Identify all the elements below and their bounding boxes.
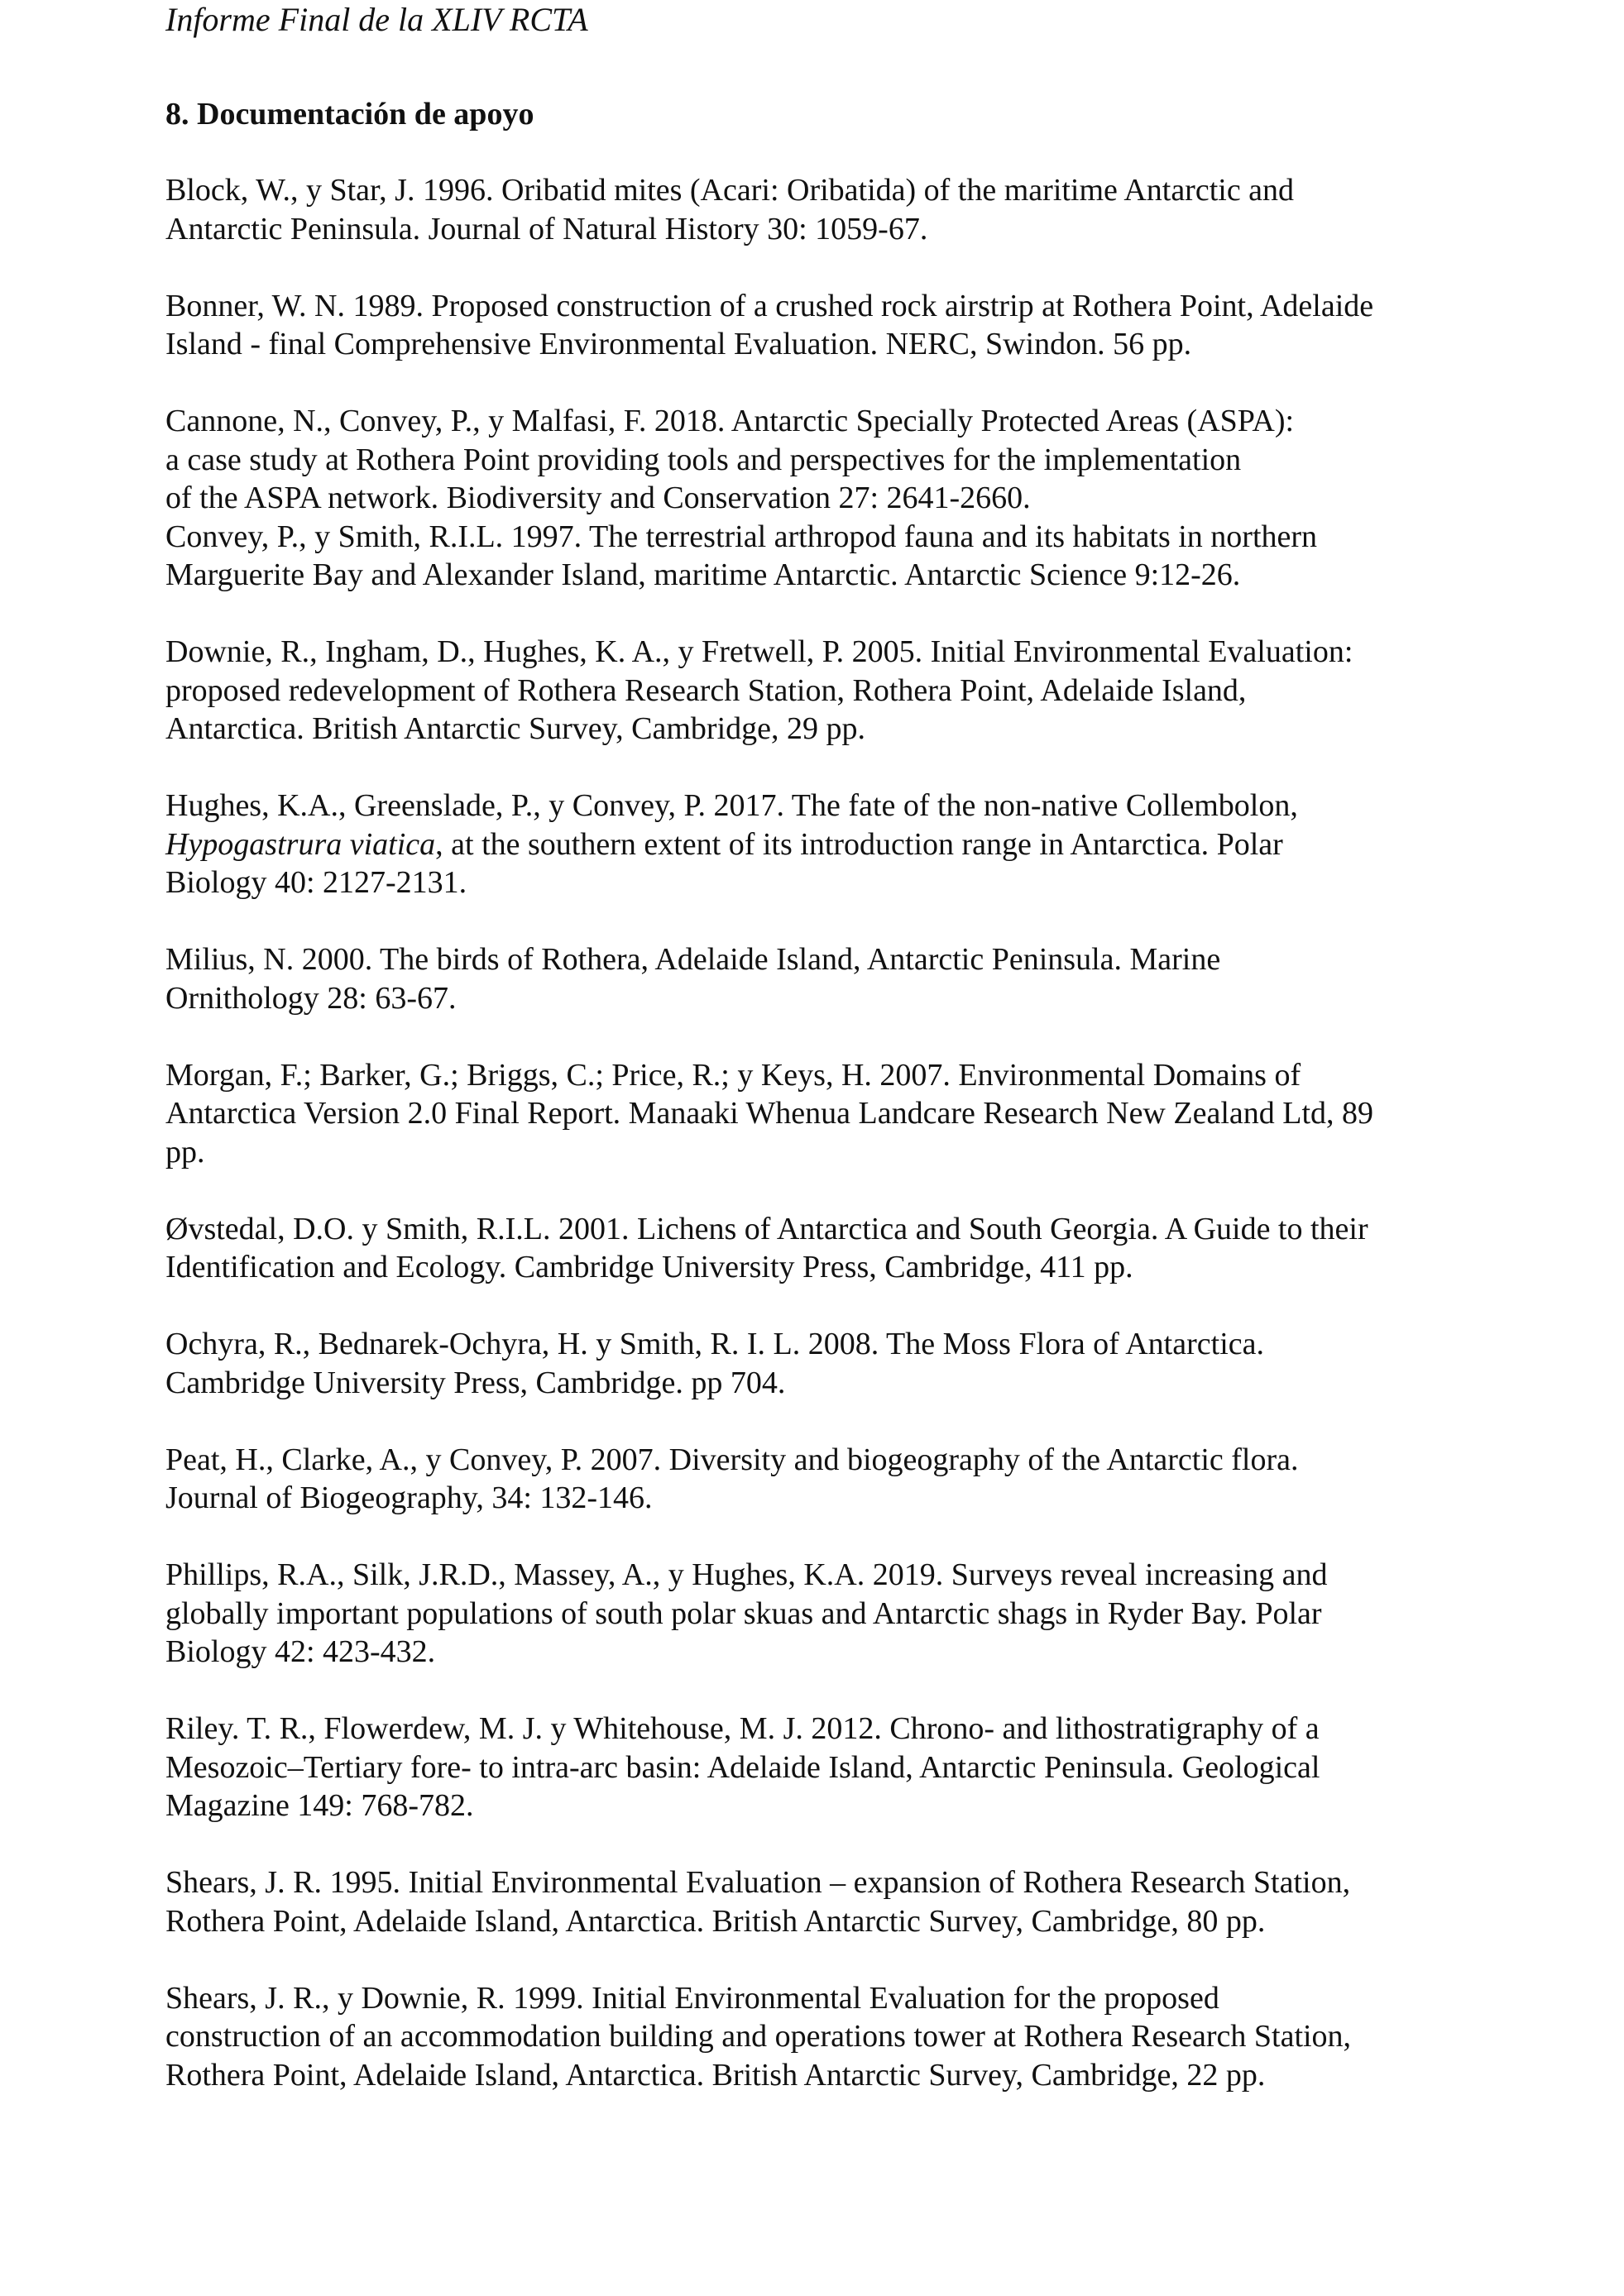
reference-line: globally important populations of south polar skuas and Antarctic shags in Ryder Bay. Polar (165, 1595, 1322, 1631)
reference-line: Island - final Comprehensive Environmental Evaluation. NERC, Swindon. 56 pp. (165, 327, 1192, 361)
reference-line: Shears, J. R. 1995. Initial Environmental Evaluation – expansion of Rothera Research Station, (165, 1865, 1351, 1900)
reference-line: Morgan, F.; Barker, G.; Briggs, C.; Price, R.; y Keys, H. 2007. Environmental Domains of (165, 1057, 1301, 1093)
reference-line: Antarctic Peninsula. Journal of Natural History 30: 1059-67. (165, 211, 928, 246)
reference-ovstedal-2001 (165, 1210, 1489, 1287)
reference-line: Bonner, W. N. 1989. Proposed construction of a crushed rock airstrip at Rothera Point, Adelaide (165, 288, 1374, 323)
reference-line: Mesozoic–Tertiary fore- to intra-arc basin: Adelaide Island, Antarctic Peninsula. Geological (165, 1749, 1320, 1785)
reference-line-rest: , at the southern extent of its introduction range in Antarctica. Polar (435, 826, 1283, 862)
reference-cannone-2018 (165, 402, 1489, 518)
reference-shears-1995 (165, 1863, 1489, 1940)
reference-milius-2000 (165, 940, 1489, 1017)
reference-line: of the ASPA network. Biodiversity and Conservation 27: 2641-2660. (165, 481, 1031, 515)
reference-line: Block, W., y Star, J. 1996. Oribatid mites (Acari: Oribatida) of the maritime Antarctic and (165, 173, 1295, 208)
reference-ochyra-2008 (165, 1325, 1489, 1402)
reference-line: Ornithology 28: 63-67. (165, 980, 457, 1016)
reference-bonner-1989 (165, 287, 1489, 364)
reference-line: Rothera Point, Adelaide Island, Antarctica. British Antarctic Survey, Cambridge, 22 pp. (165, 2057, 1266, 2093)
reference-morgan-2007 (165, 1056, 1489, 1172)
reference-line: pp. (165, 1134, 205, 1170)
species-name-italic: Hypogastrura viatica (165, 826, 436, 862)
reference-hughes-2017 (165, 787, 1489, 902)
reference-convey-1997 (165, 518, 1489, 595)
reference-block-1996 (165, 171, 1489, 248)
reference-line: Marguerite Bay and Alexander Island, maritime Antarctic. Antarctic Science 9:12-26. (165, 557, 1241, 592)
reference-peat-2007 (165, 1441, 1489, 1518)
reference-line: Journal of Biogeography, 34: 132-146. (165, 1480, 653, 1515)
reference-line: Shears, J. R., y Downie, R. 1999. Initial Environmental Evaluation for the proposed (165, 1980, 1219, 2016)
reference-phillips-2019 (165, 1556, 1489, 1672)
reference-line: Antarctica Version 2.0 Final Report. Manaaki Whenua Landcare Research New Zealand Ltd, 89 (165, 1096, 1374, 1131)
reference-downie-2005 (165, 633, 1489, 749)
reference-line: Phillips, R.A., Silk, J.R.D., Massey, A., y Hughes, K.A. 2019. Surveys reveal increasing and (165, 1557, 1328, 1592)
reference-line: Milius, N. 2000. The birds of Rothera, Adelaide Island, Antarctic Peninsula. Marine (165, 942, 1221, 977)
reference-line: Riley. T. R., Flowerdew, M. J. y Whitehouse, M. J. 2012. Chrono- and lithostratigraphy of a (165, 1711, 1320, 1746)
reference-line: Biology 42: 423-432. (165, 1634, 436, 1669)
reference-line: Cambridge University Press, Cambridge. pp 704. (165, 1365, 786, 1400)
reference-line (165, 825, 1489, 864)
reference-list (165, 171, 1489, 2133)
reference-line: Antarctica. British Antarctic Survey, Cambridge, 29 pp. (165, 711, 866, 746)
reference-line: Hughes, K.A., Greenslade, P., y Convey, P. 2017. The fate of the non-native Collembolon, (165, 788, 1298, 823)
reference-line: Øvstedal, D.O. y Smith, R.I.L. 2001. Lichens of Antarctica and South Georgia. A Guide to their (165, 1211, 1368, 1246)
reference-line: Identification and Ecology. Cambridge University Press, Cambridge, 411 pp. (165, 1250, 1133, 1284)
reference-line: construction of an accommodation building and operations tower at Rothera Research Station, (165, 2019, 1352, 2054)
reference-line: Biology 40: 2127-2131. (165, 865, 467, 900)
reference-line: Magazine 149: 768-782. (165, 1788, 474, 1823)
reference-line: Peat, H., Clarke, A., y Convey, P. 2007. Diversity and biogeography of the Antarctic flora. (165, 1442, 1299, 1477)
reference-riley-2012 (165, 1710, 1489, 1825)
reference-line: Downie, R., Ingham, D., Hughes, K. A., y Fretwell, P. 2005. Initial Environmental Evaluation: (165, 634, 1353, 669)
running-header: Informe Final de la XLIV RCTA (165, 1, 588, 38)
reference-shears-1999 (165, 1979, 1489, 2095)
reference-line: Ochyra, R., Bednarek-Ochyra, H. y Smith, R. I. L. 2008. The Moss Flora of Antarctica. (165, 1327, 1264, 1361)
reference-line: a case study at Rothera Point providing tools and perspectives for the implementation (165, 442, 1242, 477)
reference-line: Convey, P., y Smith, R.I.L. 1997. The terrestrial arthropod fauna and its habitats in northern (165, 519, 1318, 554)
section-heading: 8. Documentación de apoyo (165, 97, 534, 132)
reference-line: Rothera Point, Adelaide Island, Antarctica. British Antarctic Survey, Cambridge, 80 pp. (165, 1903, 1266, 1939)
reference-line: proposed redevelopment of Rothera Research Station, Rothera Point, Adelaide Island, (165, 672, 1247, 708)
reference-line: Cannone, N., Convey, P., y Malfasi, F. 2018. Antarctic Specially Protected Areas (ASPA): (165, 404, 1295, 438)
